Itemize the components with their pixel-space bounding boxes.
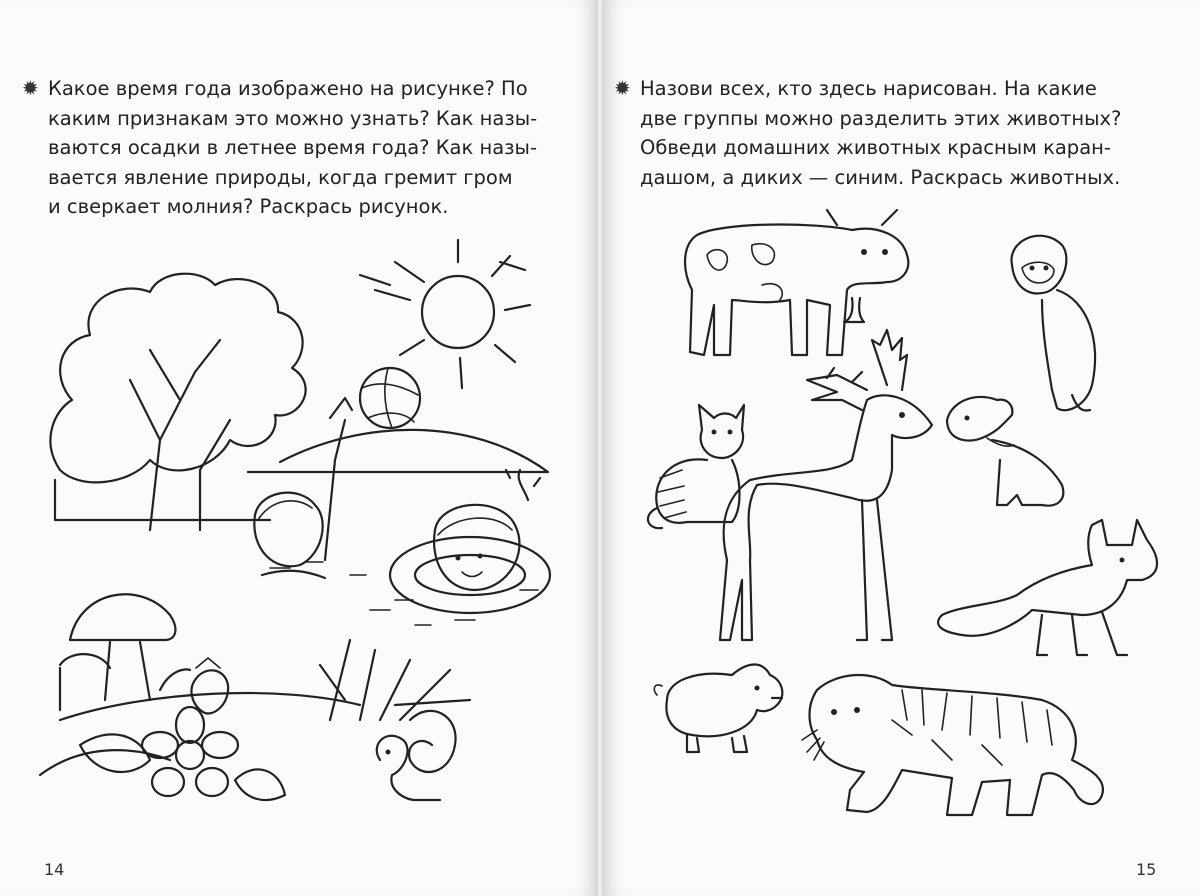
- right-page: [602, 0, 1200, 896]
- page-number: 14: [44, 860, 65, 879]
- mushrooms-drawing: [60, 594, 175, 710]
- animals-illustration: [602, 0, 1200, 896]
- girl-swim-ring-drawing: [390, 470, 550, 613]
- cow-drawing: [685, 210, 908, 355]
- task-line: Какое время года изображено на рисунке? По: [48, 77, 528, 100]
- task-line: ваются осадки в летнее время года? Как назы-: [48, 136, 537, 159]
- strawberry-drawing: [160, 658, 228, 713]
- grass-bush-drawing: [320, 640, 470, 720]
- task-line: каким признакам это можно узнать? Как назы-: [48, 106, 538, 130]
- task-line: две группы можно разделить этих животных?: [640, 106, 1122, 130]
- star-bullet-icon: ✹: [614, 76, 631, 100]
- fox-drawing: [938, 520, 1157, 655]
- snail-drawing: [377, 711, 456, 800]
- ground-hill-drawing: [40, 693, 360, 775]
- task-line: Назови всех, кто здесь нарисован. На какие: [640, 77, 1097, 100]
- deer-drawing: [720, 330, 932, 640]
- water-drawing: [248, 430, 548, 625]
- task-line: и сверкает молния? Раскрась рисунок.: [48, 195, 449, 218]
- star-bullet-icon: ✹: [22, 76, 39, 100]
- pig-drawing: [654, 664, 782, 752]
- summer-scene-illustration: [0, 0, 598, 896]
- task-line: вается явление природы, когда гремит гром: [48, 165, 513, 189]
- tree-drawing: [50, 274, 305, 530]
- flower-drawing: [80, 707, 285, 800]
- page-number: 15: [1136, 860, 1157, 879]
- dog-drawing: [947, 397, 1063, 506]
- monkey-drawing: [1012, 236, 1096, 411]
- sun-drawing: [360, 240, 530, 388]
- beach-ball-drawing: [325, 368, 420, 560]
- boy-swimming-drawing: [254, 493, 325, 578]
- task-line: Обведи домашних животных красным каран-: [640, 136, 1111, 159]
- task-line: дашом, а диких — синим. Раскрась животных.: [640, 165, 1121, 189]
- cat-drawing: [648, 405, 744, 528]
- left-page: [0, 0, 598, 896]
- tiger-drawing: [802, 675, 1103, 815]
